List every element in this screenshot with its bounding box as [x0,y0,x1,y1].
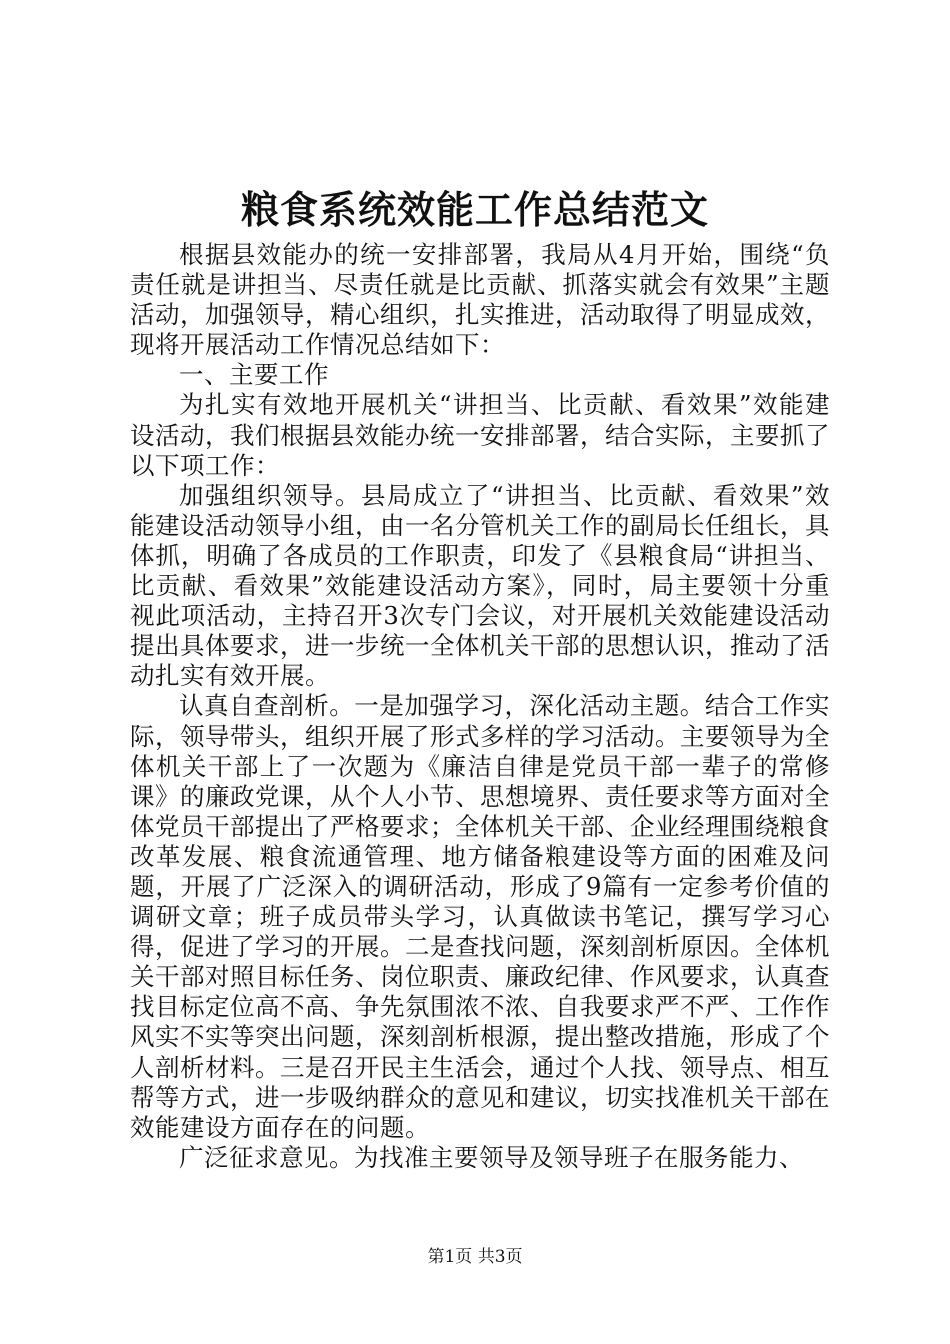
paragraph-solicit-opinions: 广泛征求意见。为找准主要领导及领导班子在服务能力、 [179,1142,804,1172]
section-heading-main-work: 一、主要工作 [179,360,329,390]
paragraph-intro: 根据县效能办的统一安排部署，我局从4月开始，围绕“负责任就是讲担当、尽责任就是比贡献、抓落实就会有效果”主题活动，加强领导，精心组织，扎实推进，活动取得了明显成效，现将开展活动工作情况总结如下： [130,240,830,360]
paragraph-self-review: 认真自查剖析。一是加强学习，深化活动主题。结合工作实际，领导带头，组织开展了形式多样的学习活动。主要领导为全体机关干部上了一次题为《廉洁自律是党员干部一辈子的常修课》的廉政党课，从个人小节、思想境界、责任要求等方面对全体党员干部提出了严格要求；全体机关干部、企业经理围绕粮食改革发展、粮食流通管理、地方储备粮建设等方面的困难及问题，开展了广泛深入的调研活动，形成了9篇有一定参考价值的调研文章；班子成员带头学习，认真做读书笔记，撰写学习心得，促进了学习的开展。二是查找问题，深刻剖析原因。全体机关干部对照目标任务、岗位职责、廉政纪律、作风要求，认真查找目标定位高不高、争先氛围浓不浓、自我要求严不严、工作作风实不实等突出问题，深刻剖析根源，提出整改措施，形成了个人剖析材料。三是召开民主生活会，通过个人找、领导点、相互帮等方式，进一步吸纳群众的意见和建议，切实找准机关干部在效能建设方面存在的问题。 [130,691,830,1142]
document-title: 粮食系统效能工作总结范文 [240,187,709,232]
page-footer: 第1页 共3页 [427,1247,523,1267]
paragraph-overview: 为扎实有效地开展机关“讲担当、比贡献、看效果”效能建设活动，我们根据县效能办统一安排部署，结合实际，主要抓了以下项工作： [130,390,830,480]
paragraph-organization: 加强组织领导。县局成立了“讲担当、比贡献、看效果”效能建设活动领导小组，由一名分管机关工作的副局长任组长，具体抓，明确了各成员的工作职责，印发了《县粮食局“讲担当、比贡献、看效果”效能建设活动方案》，同时，局主要领十分重视此项活动，主持召开3次专门会议，对开展机关效能建设活动提出具体要求，进一步统一全体机关干部的思想认识，推动了活动扎实有效开展。 [130,480,830,691]
document-body [130,240,830,1173]
